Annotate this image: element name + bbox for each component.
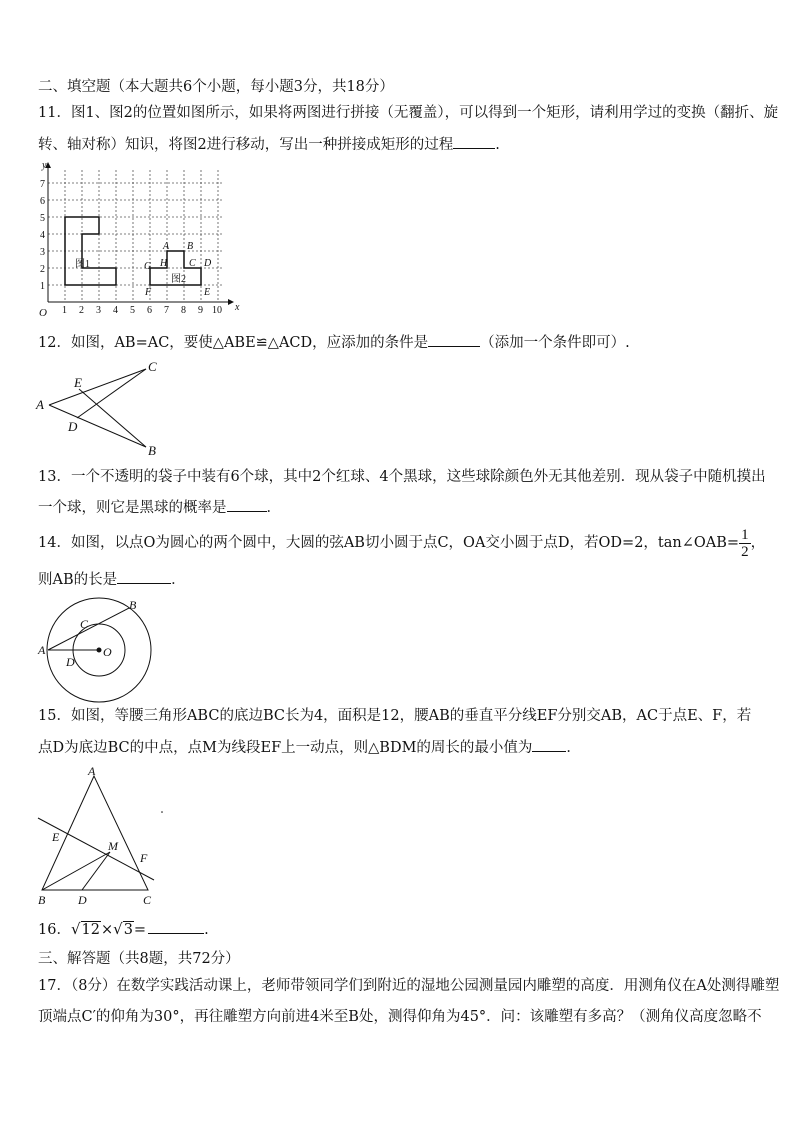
section-header: 二、填空题（本大题共6个小题，每小题3分，共18分） — [38, 79, 394, 95]
figure-14 — [36, 594, 162, 704]
question-11-end: . — [495, 137, 500, 153]
point-label-c: C — [189, 258, 196, 269]
question-13-line1: 13．一个不透明的袋子中装有6个球，其中2个红球、4个黑球，这些球除颜色外无其他差别．现从袋子中随机摸出 — [38, 469, 766, 485]
point-label-e: E — [204, 287, 211, 298]
y-tick: 2 — [40, 264, 45, 275]
y-tick: 5 — [40, 213, 45, 224]
point-label-o: O — [103, 645, 112, 659]
y-tick: 7 — [40, 179, 45, 190]
x-tick: 1 — [62, 305, 67, 316]
answer-blank — [117, 570, 171, 584]
question-15-line2 — [38, 738, 581, 757]
question-14-text2: 则AB的长是 — [38, 572, 118, 588]
point-label-a: A — [163, 241, 170, 252]
point-label-c: C — [80, 617, 89, 631]
x-tick: 4 — [113, 305, 118, 316]
point-label-m: M — [108, 839, 118, 853]
fraction-denominator: 2 — [741, 543, 749, 560]
point-label-e: E — [52, 830, 60, 844]
x-tick: 2 — [79, 305, 84, 316]
answer-blank — [148, 920, 204, 934]
point-label-a: A — [36, 397, 44, 412]
question-12 — [38, 333, 630, 352]
point-label-b: B — [129, 598, 137, 612]
x-axis-label: x — [235, 302, 240, 313]
question-12-end: （添加一个条件即可）. — [480, 335, 630, 351]
figure-15 — [32, 762, 172, 910]
point-label-b: B — [148, 443, 156, 458]
question-17-line1: 17．（8分）在数学实践活动课上，老师带领同学们到附近的湿地公园测量园内雕塑的高度．用测角仪在A处测得雕塑 — [38, 978, 780, 994]
question-13-end: ． — [266, 500, 281, 516]
fraction — [739, 527, 751, 560]
point-label-h: H — [160, 258, 168, 269]
x-tick: 5 — [130, 305, 135, 316]
answer-blank — [532, 738, 566, 752]
point-label-d: D — [78, 893, 87, 907]
answer-blank — [227, 498, 267, 512]
x-tick: 9 — [198, 305, 203, 316]
figure-1-label: 图1 — [75, 259, 90, 270]
equals-sign: = — [133, 922, 147, 938]
question-17-line2: 顶端点C′的仰角为30°，再往雕塑方向前进4米至B处，测得仰角为45°．问：该雕塑有多高？（测角仪高度忽略不 — [38, 1009, 762, 1025]
point-label-d: D — [204, 258, 212, 269]
question-15-text: 点D为底边BC的中点，点M为线段EF上一动点，则△BDM的周长的最小值为 — [38, 740, 533, 756]
figure-12 — [32, 356, 167, 460]
point-label-a: A — [38, 643, 46, 657]
origin-label: O — [39, 307, 47, 319]
question-15-end: ． — [566, 740, 581, 756]
question-16: 16．√12×√3= . — [38, 920, 209, 938]
x-tick: 8 — [181, 305, 186, 316]
question-15-line1: 15．如图，等腰三角形ABC的底边BC长为4，面积是12，腰AB的垂直平分线EF分别交AB，AC于点E、F，若 — [38, 708, 752, 724]
x-tick: 3 — [96, 305, 101, 316]
answer-blank — [453, 135, 495, 149]
question-14-end2: ． — [171, 572, 186, 588]
answer-blank — [428, 333, 480, 347]
point-label-a: A — [88, 764, 96, 778]
figure-2-label: 图2 — [171, 274, 186, 285]
point-label-d: D — [66, 655, 75, 669]
radicand-1: 12 — [81, 922, 100, 938]
question-14-end: ， — [750, 535, 766, 551]
point-label-d: D — [68, 419, 78, 434]
section-header: 三、解答题（共8题，共72分） — [38, 951, 240, 967]
question-14-line1 — [38, 523, 765, 563]
question-16-end: . — [204, 922, 209, 938]
question-14-text: 14．如图，以点O为圆心的两个圆中，大圆的弦AB切小圆于点C，OA交小圆于点D，若OD=2，tan∠OAB= — [38, 535, 740, 551]
y-tick: 1 — [40, 281, 45, 292]
question-16-number: 16． — [38, 922, 71, 938]
question-11-line2 — [38, 135, 500, 154]
point-label-c: C — [143, 893, 152, 907]
point-label-c: C — [148, 359, 157, 374]
coordinate-grid-figure — [34, 158, 244, 320]
point-label-e: E — [74, 375, 82, 390]
y-axis-label: y — [42, 160, 47, 171]
times-sign: × — [100, 922, 114, 938]
y-tick: 3 — [40, 247, 45, 258]
point-label-f: F — [145, 287, 152, 298]
x-tick: 6 — [147, 305, 152, 316]
x-tick: 10 — [212, 305, 222, 316]
point-label-b: B — [187, 241, 194, 252]
question-11-line1: 11．图1、图2的位置如图所示，如果将两图进行拼接（无覆盖），可以得到一个矩形，请利用学过的变换（翻折、旋 — [38, 105, 779, 121]
question-13-text: 一个球，则它是黑球的概率是 — [38, 500, 227, 516]
y-tick: 6 — [40, 196, 45, 207]
point-label-f: F — [140, 851, 148, 865]
question-14-line2 — [38, 570, 186, 589]
point-label-g: G — [144, 261, 152, 272]
point-label-b: B — [38, 893, 46, 907]
fraction-numerator: 1 — [741, 526, 749, 543]
x-tick: 7 — [164, 305, 169, 316]
question-13-line2 — [38, 498, 281, 517]
question-12-text: 12．如图，AB=AC，要使△ABE≌△ACD，应添加的条件是 — [38, 335, 429, 351]
radicand-2: 3 — [123, 922, 133, 938]
y-tick: 4 — [40, 230, 45, 241]
question-11-text: 转、轴对称）知识，将图2进行移动，写出一种拼接成矩形的过程 — [38, 137, 454, 153]
